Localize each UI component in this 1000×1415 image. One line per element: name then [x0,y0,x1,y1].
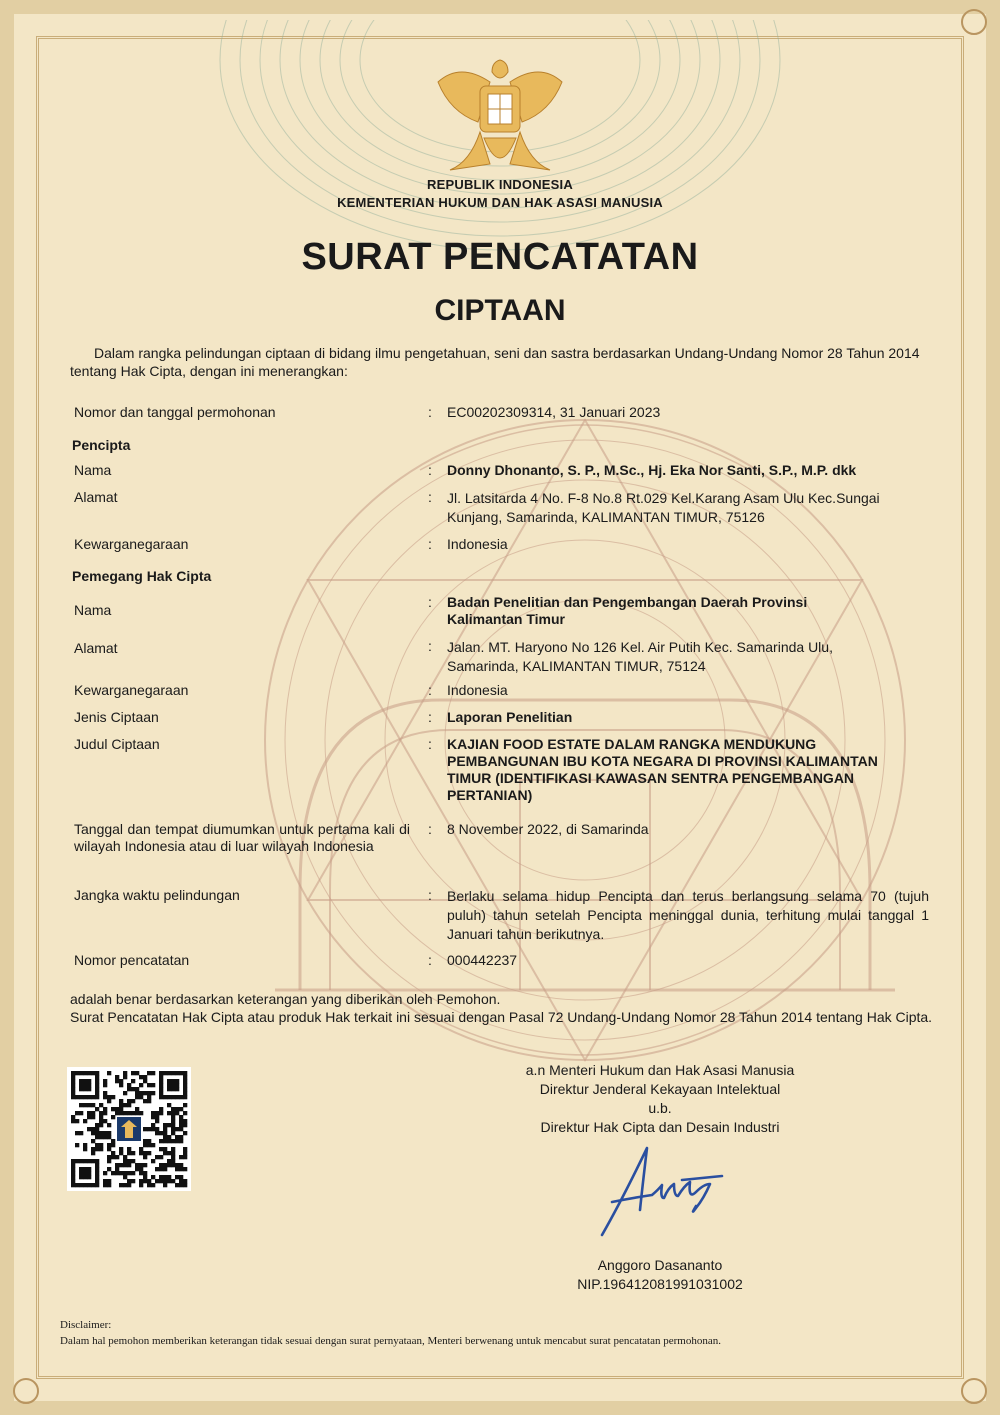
field-label: Nomor dan tanggal permohonan [74,404,276,420]
garuda-emblem-icon [430,52,570,182]
signatory-name: Anggoro Dasananto [597,1257,723,1273]
field-value: Jalan. MT. Haryono No 126 Kel. Air Putih Kec. Samarinda Ulu, Samarinda, KALIMANTAN TIMUR, 75124 [447,639,833,674]
signature-line: Direktur Jenderal Kekayaan Intelektual [539,1081,781,1097]
field-colon: : [428,462,432,478]
field-label: Nama [74,462,112,478]
field-colon: : [428,594,432,610]
country-name: REPUBLIK INDONESIA [427,177,573,192]
field-colon: : [428,887,432,903]
field-value: Berlaku selama hidup Pencipta dan terus berlangsung selama 70 (tujuh puluh) tahun setelah Pencipta meninggal dunia, terhitung mulai tanggal 1 Januari tahun berikutnya. [447,888,929,942]
signature-line: u.b. [648,1100,672,1116]
field-value: EC00202309314, 31 Januari 2023 [447,404,661,420]
field-label: Tanggal dan tempat diumumkan untuk pertama kali di wilayah Indonesia atau di luar wilayah Indonesia [74,821,410,854]
field-label: Judul Ciptaan [74,736,160,752]
section-heading: Pemegang Hak Cipta [72,568,212,584]
field-colon: : [428,682,432,698]
field-label: Jangka waktu pelindungan [74,887,240,903]
field-value: 000442237 [447,952,518,968]
field-label: Alamat [74,489,118,505]
field-value: Badan Penelitian dan Pengembangan Daerah Provinsi Kalimantan Timur [447,594,808,627]
disclaimer-text: Dalam hal pemohon memberikan keterangan tidak sesuai dengan surat pernyataan, Menteri berwenang untuk mencabut surat pencatatan permohonan. [60,1335,721,1347]
document-subtitle: CIPTAAN [434,294,566,327]
signature-line: Direktur Hak Cipta dan Desain Industri [540,1119,780,1135]
field-label: Alamat [74,640,118,656]
closing-line: adalah benar berdasarkan keterangan yang diberikan oleh Pemohon. [70,991,501,1007]
field-colon: : [428,736,432,752]
field-value: Jl. Latsitarda 4 No. F-8 No.8 Rt.029 Kel.Karang Asam Ulu Kec.Sungai Kunjang, Samarinda, KALIMANTAN TIMUR, 75126 [447,490,880,525]
document-title: SURAT PENCATATAN [301,236,699,278]
ministry-name: KEMENTERIAN HUKUM DAN HAK ASASI MANUSIA [337,195,663,210]
field-colon: : [428,952,432,968]
section-heading: Pencipta [72,437,131,453]
field-value: Laporan Penelitian [447,709,573,725]
field-value: Donny Dhonanto, S. P., M.Sc., Hj. Eka Nor Santi, S.P., M.P. dkk [447,462,857,478]
field-label: Kewarganegaraan [74,682,189,698]
field-value: Indonesia [447,536,508,552]
signatory-nip: NIP.196412081991031002 [577,1276,743,1292]
signature-block [510,1061,810,1137]
field-colon: : [428,489,432,505]
signature-line: a.n Menteri Hukum dan Hak Asasi Manusia [525,1062,795,1078]
closing-statement [70,990,936,1026]
handwritten-signature [592,1140,732,1245]
field-label: Kewarganegaraan [74,536,189,552]
intro-paragraph: Dalam rangka pelindungan ciptaan di bidang ilmu pengetahuan, seni dan sastra berdasarkan Undang-Undang Nomor 28 Tahun 2014 tentang Hak Cipta, dengan ini menerangkan: [70,345,920,379]
field-label: Nama [74,602,112,618]
closing-line: Surat Pencatatan Hak Cipta atau produk Hak terkait ini sesuai dengan Pasal 72 Undang-Undang Nomor 28 Tahun 2014 tentang Hak Cipta. [70,1009,933,1025]
field-label: Jenis Ciptaan [74,709,159,725]
field-label: Nomor pencatatan [74,952,190,968]
qr-code-graphic [67,1067,191,1191]
field-colon: : [428,404,432,420]
field-value: 8 November 2022, di Samarinda [447,821,649,837]
field-colon: : [428,821,432,837]
field-colon: : [428,709,432,725]
field-value: KAJIAN FOOD ESTATE DALAM RANGKA MENDUKUNG PEMBANGUNAN IBU KOTA NEGARA DI PROVINSI KALIMANTAN TIMUR (IDENTIFIKASI KAWASAN SENTRA PENGEMBANGAN PERTANIAN) [447,736,878,803]
field-colon: : [428,536,432,552]
field-colon: : [428,638,432,654]
disclaimer-label: Disclaimer: [60,1319,112,1331]
qr-code-icon [67,1067,191,1191]
field-value: Indonesia [447,682,508,698]
